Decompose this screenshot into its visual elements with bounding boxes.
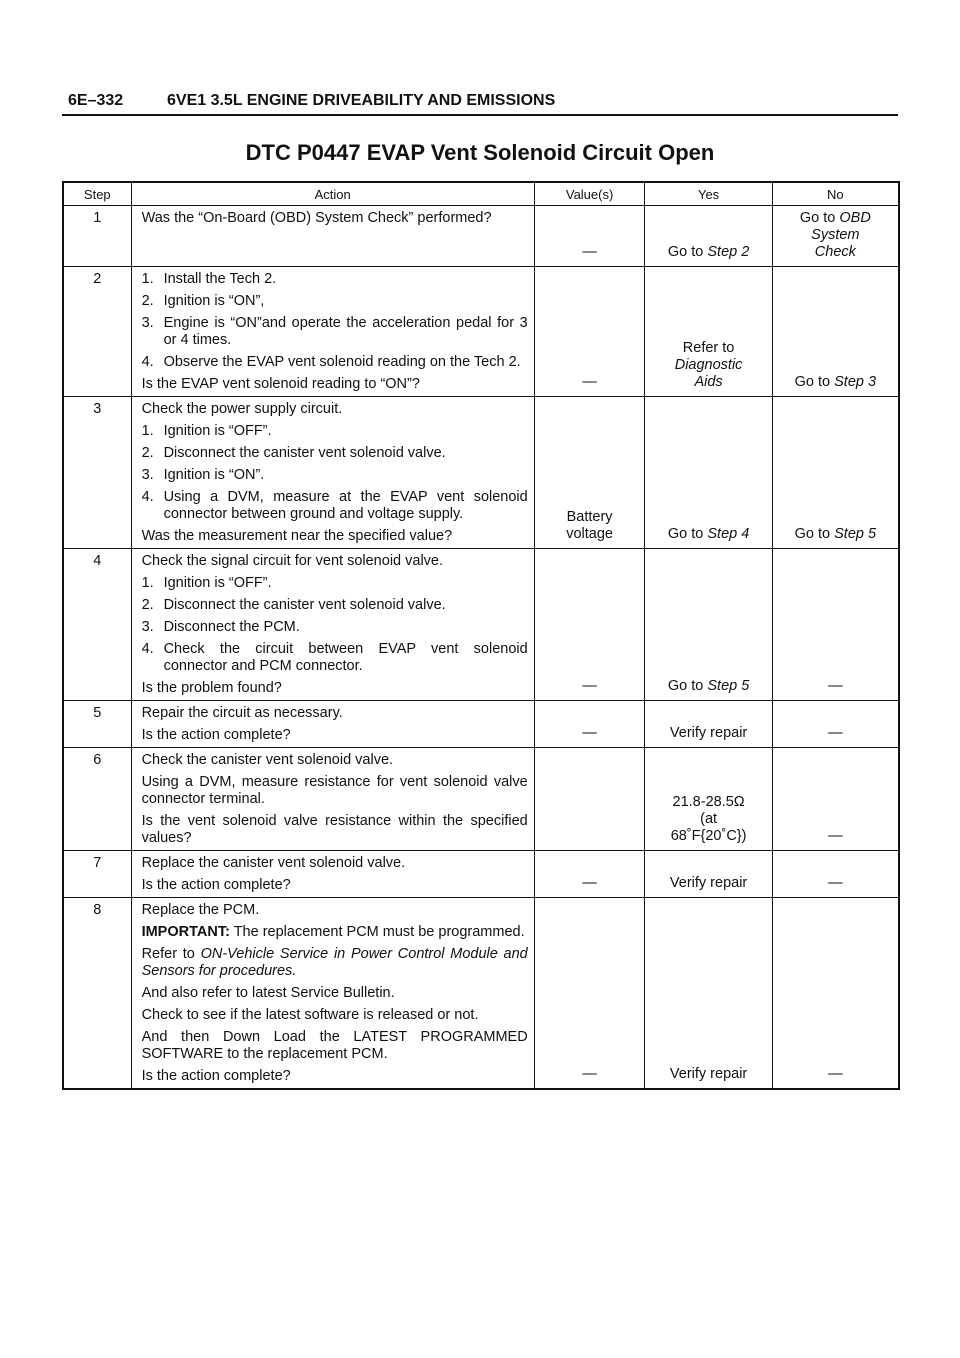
yes-prefix: Go to <box>667 244 708 260</box>
value-text: 21.8-28.5Ω (at 68˚F{20˚C}) <box>670 794 747 844</box>
yes-link: Step 4 <box>707 526 750 542</box>
no-text <box>773 725 898 742</box>
value-text: — <box>582 875 597 891</box>
action-step-item <box>142 315 528 349</box>
action-question: Was the “On-Board (OBD) System Check” performed? <box>141 210 492 226</box>
yes-cell <box>645 549 772 701</box>
no-cell <box>772 549 899 701</box>
no-prefix: — <box>828 875 843 891</box>
table-row <box>63 898 899 1090</box>
action-note: And also refer to latest Service Bulletin. <box>141 985 395 1001</box>
yes-text <box>645 1066 771 1083</box>
item-text: Disconnect the PCM. <box>163 619 300 635</box>
no-cell <box>772 701 899 748</box>
step-number: 8 <box>63 898 131 1090</box>
table-row <box>63 701 899 748</box>
table-header-row <box>63 182 899 206</box>
no-cell <box>772 267 899 397</box>
action-step-item <box>142 467 528 484</box>
no-text <box>773 210 898 261</box>
yes-text <box>645 526 771 543</box>
item-text: Using a DVM, measure at the EVAP vent solenoid connector between ground and voltage supply. <box>163 489 528 522</box>
yes-prefix: Go to <box>667 526 708 542</box>
value-cell <box>534 701 645 748</box>
table-row <box>63 267 899 397</box>
item-number: 1. <box>141 423 154 439</box>
action-intro: Check the signal circuit for vent solenoid valve. <box>141 553 444 569</box>
table-row <box>63 549 899 701</box>
step-number: 3 <box>63 397 131 549</box>
column-header-yes: Yes <box>645 182 772 206</box>
no-prefix: — <box>828 678 843 694</box>
item-text: Install the Tech 2. <box>163 271 277 287</box>
item-text: Ignition is “OFF”. <box>163 575 272 591</box>
step-number: 2 <box>63 267 131 397</box>
value-text: — <box>582 1066 597 1082</box>
item-number: 2. <box>141 445 154 461</box>
step-number: 4 <box>63 549 131 701</box>
refer-link: ON-Vehicle Service in Power Control Module and Sensors for procedures. <box>141 946 528 979</box>
item-number: 1. <box>141 575 154 591</box>
no-cell <box>772 206 899 267</box>
value-cell <box>534 206 645 267</box>
action-cell <box>131 701 534 748</box>
item-number: 4. <box>141 641 154 657</box>
yes-link: Diagnostic Aids <box>674 357 743 390</box>
page-title: DTC P0447 EVAP Vent Solenoid Circuit Open <box>245 140 715 165</box>
action-question: Is the vent solenoid valve resistance within the specified values? <box>141 813 528 846</box>
yes-text <box>645 725 771 742</box>
yes-cell <box>645 898 772 1090</box>
step-number: 1 <box>63 206 131 267</box>
action-cell <box>131 267 534 397</box>
no-prefix: Go to <box>794 526 835 542</box>
item-number: 2. <box>141 293 154 309</box>
action-intro: Check the power supply circuit. <box>141 401 343 417</box>
no-text <box>773 526 898 543</box>
yes-prefix: Go to <box>667 678 708 694</box>
value-cell <box>534 851 645 898</box>
yes-link: Step 5 <box>707 678 750 694</box>
yes-cell <box>645 397 772 549</box>
item-text: Ignition is “ON”, <box>163 293 265 309</box>
action-question: Is the problem found? <box>141 680 282 696</box>
action-note: Check to see if the latest software is released or not. <box>141 1007 479 1023</box>
action-step-item <box>142 354 528 371</box>
yes-prefix: Verify repair <box>669 725 748 741</box>
value-text: — <box>582 374 597 390</box>
item-number: 3. <box>141 467 154 483</box>
action-cell <box>131 206 534 267</box>
yes-prefix: Verify repair <box>669 1066 748 1082</box>
step-number: 5 <box>63 701 131 748</box>
yes-text <box>645 340 771 391</box>
value-cell <box>534 267 645 397</box>
item-text: Observe the EVAP vent solenoid reading on the Tech 2. <box>163 354 521 370</box>
column-header-values: Value(s) <box>534 182 645 206</box>
yes-prefix: Refer to <box>682 340 735 356</box>
value-text: — <box>582 678 597 694</box>
no-text <box>773 678 898 695</box>
no-cell <box>772 748 899 851</box>
action-cell <box>131 748 534 851</box>
action-step-item <box>142 271 528 288</box>
no-link: Step 5 <box>834 526 877 542</box>
action-cell <box>131 898 534 1090</box>
action-cell <box>131 851 534 898</box>
no-prefix: — <box>828 828 843 844</box>
value-cell <box>534 397 645 549</box>
yes-cell <box>645 851 772 898</box>
action-step-item <box>142 489 528 523</box>
yes-cell <box>645 701 772 748</box>
no-cell <box>772 898 899 1090</box>
action-step-item <box>142 445 528 462</box>
action-question: Is the action complete? <box>141 877 291 893</box>
table-row <box>63 206 899 267</box>
no-text <box>773 875 898 892</box>
item-text: Engine is “ON”and operate the acceleration pedal for 3 or 4 times. <box>163 315 528 348</box>
item-number: 3. <box>141 315 154 331</box>
column-header-action: Action <box>131 182 534 206</box>
important-note <box>142 924 528 941</box>
action-note: And then Down Load the LATEST PROGRAMMED SOFTWARE to the replacement PCM. <box>141 1029 528 1062</box>
value-cell <box>534 549 645 701</box>
no-cell <box>772 397 899 549</box>
item-text: Ignition is “ON”. <box>163 467 265 483</box>
no-prefix: — <box>828 1066 843 1082</box>
action-step-item <box>142 423 528 440</box>
yes-cell <box>645 748 772 851</box>
no-prefix: Go to <box>799 210 840 226</box>
action-step-item <box>142 293 528 310</box>
item-text: Check the circuit between EVAP vent solenoid connector and PCM connector. <box>163 641 528 674</box>
diagnostic-table <box>62 181 900 1090</box>
table-row <box>63 397 899 549</box>
section-title: 6VE1 3.5L ENGINE DRIVEABILITY AND EMISSIONS <box>167 92 556 109</box>
action-question: Is the EVAP vent solenoid reading to “ON”? <box>141 376 420 392</box>
value-cell <box>534 898 645 1090</box>
page-number: 6E–332 <box>68 92 124 109</box>
item-number: 4. <box>141 489 154 505</box>
table-body <box>63 206 899 1090</box>
value-text: — <box>582 244 597 260</box>
step-number: 7 <box>63 851 131 898</box>
action-step-item <box>142 575 528 592</box>
yes-prefix: Verify repair <box>669 875 748 891</box>
value-text: — <box>582 725 597 741</box>
action-intro: Replace the canister vent solenoid valve. <box>141 855 406 871</box>
yes-text <box>645 875 771 892</box>
item-number: 3. <box>141 619 154 635</box>
action-question: Is the action complete? <box>141 727 291 743</box>
table-row <box>63 851 899 898</box>
action-question: Is the action complete? <box>141 1068 291 1084</box>
no-prefix: — <box>828 725 843 741</box>
action-question: Was the measurement near the specified value? <box>141 528 453 544</box>
no-link: Step 3 <box>834 374 877 390</box>
item-number: 4. <box>141 354 154 370</box>
action-intro: Repair the circuit as necessary. <box>141 705 343 721</box>
item-text: Disconnect the canister vent solenoid valve. <box>163 597 446 613</box>
table-row <box>63 748 899 851</box>
item-text: Ignition is “OFF”. <box>163 423 272 439</box>
no-text <box>773 1066 898 1083</box>
action-intro: Replace the PCM. <box>141 902 260 918</box>
yes-link: Step 2 <box>707 244 750 260</box>
no-text <box>773 828 898 845</box>
page-header <box>62 88 898 116</box>
action-intro: Check the canister vent solenoid valve. <box>141 752 394 768</box>
column-header-no: No <box>772 182 899 206</box>
refer-note <box>142 946 528 980</box>
step-number: 6 <box>63 748 131 851</box>
action-paragraph: Using a DVM, measure resistance for vent solenoid valve connector terminal. <box>141 774 528 807</box>
no-link: OBD System Check <box>811 210 871 260</box>
yes-cell <box>645 267 772 397</box>
refer-prefix: Refer to <box>141 946 201 962</box>
yes-cell <box>645 206 772 267</box>
no-prefix: Go to <box>794 374 835 390</box>
yes-text <box>645 678 771 695</box>
item-number: 1. <box>141 271 154 287</box>
item-text: Disconnect the canister vent solenoid valve. <box>163 445 446 461</box>
important-label: IMPORTANT: <box>141 924 230 940</box>
action-step-item <box>142 619 528 636</box>
action-step-item <box>142 597 528 614</box>
no-cell <box>772 851 899 898</box>
yes-text <box>645 244 771 261</box>
column-header-step: Step <box>63 182 131 206</box>
action-cell <box>131 397 534 549</box>
important-text: The replacement PCM must be programmed. <box>229 924 525 940</box>
action-cell <box>131 549 534 701</box>
action-step-item <box>142 641 528 675</box>
value-cell <box>534 748 645 851</box>
no-text <box>773 374 898 391</box>
value-text: Battery voltage <box>566 509 613 542</box>
item-number: 2. <box>141 597 154 613</box>
